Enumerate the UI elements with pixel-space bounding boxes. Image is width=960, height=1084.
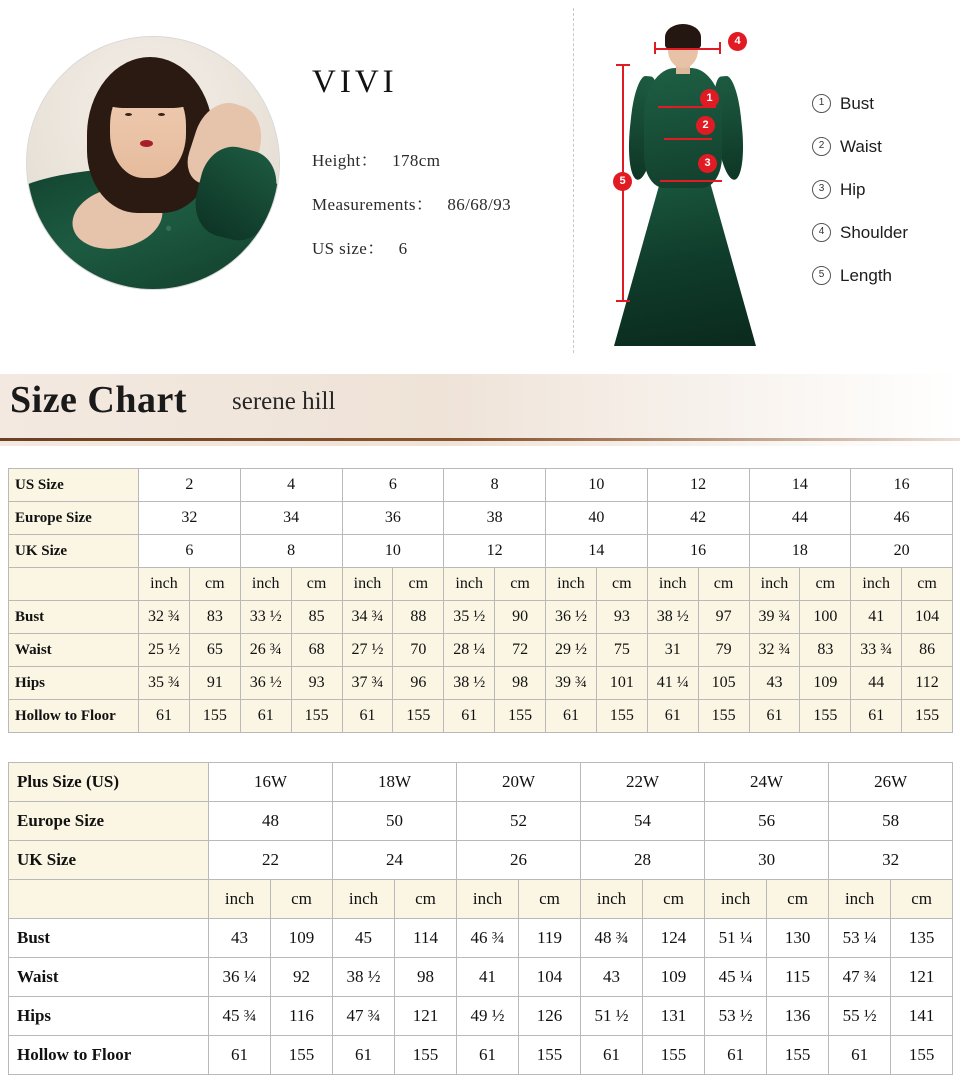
plus-unit-inch-4: inch bbox=[581, 880, 643, 919]
table-row-units bbox=[9, 880, 953, 919]
row-label-uk-size: UK Size bbox=[9, 535, 139, 568]
row-label-bust: Bust bbox=[9, 601, 139, 634]
unit-inch-4: inch bbox=[444, 568, 495, 601]
legend-number-1: 1 bbox=[812, 94, 831, 113]
standard-size-table bbox=[8, 468, 953, 733]
uk-size-6: 6 bbox=[139, 535, 241, 568]
plus-uk-32: 32 bbox=[829, 841, 953, 880]
plus-bust-2: 45 bbox=[333, 919, 395, 958]
plus-row-label-bust: Bust bbox=[9, 919, 209, 958]
plus-eu-58: 58 bbox=[829, 802, 953, 841]
standard-size-table-wrapper bbox=[8, 468, 952, 733]
plus-eu-52: 52 bbox=[457, 802, 581, 841]
table-row bbox=[9, 634, 953, 667]
waist-s-8: 29 ½ bbox=[546, 634, 597, 667]
plus-waist-5: 104 bbox=[519, 958, 581, 997]
hips-s-7: 98 bbox=[495, 667, 546, 700]
plus-bust-9: 130 bbox=[767, 919, 829, 958]
unit-cm-8: cm bbox=[902, 568, 953, 601]
legend-label-length: Length bbox=[840, 265, 892, 285]
plus-unit-inch-2: inch bbox=[333, 880, 395, 919]
hips-s-3: 93 bbox=[291, 667, 342, 700]
plus-waist-4: 41 bbox=[457, 958, 519, 997]
model-us-size bbox=[312, 234, 408, 259]
hips-s-10: 41 ¼ bbox=[647, 667, 698, 700]
plus-size-18w: 18W bbox=[333, 763, 457, 802]
us-size-4: 4 bbox=[240, 469, 342, 502]
model-height bbox=[312, 146, 440, 171]
bust-s-8: 36 ½ bbox=[546, 601, 597, 634]
htf-s-3: 155 bbox=[291, 700, 342, 733]
unit-cm-4: cm bbox=[495, 568, 546, 601]
plus-waist-1: 92 bbox=[271, 958, 333, 997]
table-row bbox=[9, 601, 953, 634]
plus-unit-row-spacer bbox=[9, 880, 209, 919]
plus-uk-28: 28 bbox=[581, 841, 705, 880]
eu-size-42: 42 bbox=[647, 502, 749, 535]
plus-htf-11: 155 bbox=[891, 1036, 953, 1075]
waist-s-6: 28 ¼ bbox=[444, 634, 495, 667]
plus-uk-24: 24 bbox=[333, 841, 457, 880]
bust-s-9: 93 bbox=[596, 601, 647, 634]
uk-size-14: 14 bbox=[546, 535, 648, 568]
bust-s-15: 104 bbox=[902, 601, 953, 634]
us-size-14: 14 bbox=[749, 469, 851, 502]
waist-s-7: 72 bbox=[495, 634, 546, 667]
plus-unit-cm-6: cm bbox=[891, 880, 953, 919]
plus-waist-11: 121 bbox=[891, 958, 953, 997]
model-us-size-value: 6 bbox=[398, 239, 408, 258]
model-measurements-value: 86/68/93 bbox=[447, 195, 511, 214]
model-measurements-label: Measurements： bbox=[312, 195, 434, 214]
legend-item-bust bbox=[812, 82, 908, 125]
diagram-badge-2: 2 bbox=[696, 116, 715, 135]
plus-row-label-hollow-to-floor: Hollow to Floor bbox=[9, 1036, 209, 1075]
plus-eu-48: 48 bbox=[209, 802, 333, 841]
waist-s-3: 68 bbox=[291, 634, 342, 667]
waist-s-2: 26 ¾ bbox=[240, 634, 291, 667]
legend-number-2: 2 bbox=[812, 137, 831, 156]
bust-s-11: 97 bbox=[698, 601, 749, 634]
plus-eu-54: 54 bbox=[581, 802, 705, 841]
row-label-plus-size: Plus Size (US) bbox=[9, 763, 209, 802]
plus-htf-7: 155 bbox=[643, 1036, 705, 1075]
table-row bbox=[9, 919, 953, 958]
diagram-badge-4: 4 bbox=[728, 32, 747, 51]
eu-size-32: 32 bbox=[139, 502, 241, 535]
model-portrait bbox=[26, 36, 280, 290]
plus-htf-9: 155 bbox=[767, 1036, 829, 1075]
table-row-units bbox=[9, 568, 953, 601]
bust-s-14: 41 bbox=[851, 601, 902, 634]
unit-cm-2: cm bbox=[291, 568, 342, 601]
plus-hips-11: 141 bbox=[891, 997, 953, 1036]
eu-size-36: 36 bbox=[342, 502, 444, 535]
uk-size-20: 20 bbox=[851, 535, 953, 568]
plus-hips-1: 116 bbox=[271, 997, 333, 1036]
eu-size-38: 38 bbox=[444, 502, 546, 535]
plus-htf-6: 61 bbox=[581, 1036, 643, 1075]
htf-s-11: 155 bbox=[698, 700, 749, 733]
uk-size-12: 12 bbox=[444, 535, 546, 568]
table-row bbox=[9, 802, 953, 841]
unit-cm-3: cm bbox=[393, 568, 444, 601]
eu-size-40: 40 bbox=[546, 502, 648, 535]
measurement-legend bbox=[812, 82, 908, 297]
legend-item-length bbox=[812, 254, 908, 297]
measurement-diagram bbox=[592, 4, 812, 350]
model-info-section bbox=[0, 0, 960, 372]
hips-s-1: 91 bbox=[189, 667, 240, 700]
plus-hips-6: 51 ½ bbox=[581, 997, 643, 1036]
model-photo bbox=[27, 37, 279, 289]
plus-uk-26: 26 bbox=[457, 841, 581, 880]
uk-size-8: 8 bbox=[240, 535, 342, 568]
diagram-badge-1: 1 bbox=[700, 89, 719, 108]
plus-unit-inch-6: inch bbox=[829, 880, 891, 919]
bust-s-13: 100 bbox=[800, 601, 851, 634]
dress-illustration bbox=[610, 24, 760, 344]
us-size-6: 6 bbox=[342, 469, 444, 502]
plus-htf-5: 155 bbox=[519, 1036, 581, 1075]
plus-size-table bbox=[8, 762, 953, 1075]
waist-s-14: 33 ¾ bbox=[851, 634, 902, 667]
table-row bbox=[9, 997, 953, 1036]
table-row bbox=[9, 841, 953, 880]
htf-s-12: 61 bbox=[749, 700, 800, 733]
us-size-16: 16 bbox=[851, 469, 953, 502]
plus-bust-6: 48 ¾ bbox=[581, 919, 643, 958]
plus-unit-cm-4: cm bbox=[643, 880, 705, 919]
size-chart-heading bbox=[0, 374, 960, 446]
waist-measure-line bbox=[664, 138, 712, 140]
plus-bust-4: 46 ¾ bbox=[457, 919, 519, 958]
waist-s-10: 31 bbox=[647, 634, 698, 667]
model-us-size-label: US size： bbox=[312, 239, 385, 258]
row-label-hips: Hips bbox=[9, 667, 139, 700]
uk-size-16: 16 bbox=[647, 535, 749, 568]
hips-s-6: 38 ½ bbox=[444, 667, 495, 700]
uk-size-18: 18 bbox=[749, 535, 851, 568]
htf-s-0: 61 bbox=[139, 700, 190, 733]
bust-s-5: 88 bbox=[393, 601, 444, 634]
unit-inch-7: inch bbox=[749, 568, 800, 601]
plus-hips-4: 49 ½ bbox=[457, 997, 519, 1036]
htf-s-5: 155 bbox=[393, 700, 444, 733]
table-row bbox=[9, 958, 953, 997]
us-size-12: 12 bbox=[647, 469, 749, 502]
plus-bust-11: 135 bbox=[891, 919, 953, 958]
plus-size-24w: 24W bbox=[705, 763, 829, 802]
waist-s-15: 86 bbox=[902, 634, 953, 667]
plus-size-26w: 26W bbox=[829, 763, 953, 802]
plus-hips-3: 121 bbox=[395, 997, 457, 1036]
legend-number-3: 3 bbox=[812, 180, 831, 199]
row-label-us-size: US Size bbox=[9, 469, 139, 502]
plus-bust-0: 43 bbox=[209, 919, 271, 958]
unit-inch-2: inch bbox=[240, 568, 291, 601]
length-tick-top bbox=[616, 64, 630, 66]
bust-s-1: 83 bbox=[189, 601, 240, 634]
plus-unit-inch-5: inch bbox=[705, 880, 767, 919]
row-label-hollow-to-floor: Hollow to Floor bbox=[9, 700, 139, 733]
length-tick-bottom bbox=[616, 300, 630, 302]
legend-item-waist bbox=[812, 125, 908, 168]
unit-row-spacer bbox=[9, 568, 139, 601]
plus-size-22w: 22W bbox=[581, 763, 705, 802]
plus-htf-0: 61 bbox=[209, 1036, 271, 1075]
us-size-8: 8 bbox=[444, 469, 546, 502]
uk-size-10: 10 bbox=[342, 535, 444, 568]
plus-htf-2: 61 bbox=[333, 1036, 395, 1075]
bust-s-7: 90 bbox=[495, 601, 546, 634]
plus-hips-9: 136 bbox=[767, 997, 829, 1036]
hips-s-0: 35 ¾ bbox=[139, 667, 190, 700]
plus-unit-cm-3: cm bbox=[519, 880, 581, 919]
waist-s-11: 79 bbox=[698, 634, 749, 667]
model-height-label: Height： bbox=[312, 151, 379, 170]
hip-measure-line bbox=[660, 180, 722, 182]
plus-bust-5: 119 bbox=[519, 919, 581, 958]
bust-s-0: 32 ¾ bbox=[139, 601, 190, 634]
legend-label-hip: Hip bbox=[840, 179, 866, 199]
plus-size-20w: 20W bbox=[457, 763, 581, 802]
us-size-10: 10 bbox=[546, 469, 648, 502]
plus-unit-cm-2: cm bbox=[395, 880, 457, 919]
plus-hips-7: 131 bbox=[643, 997, 705, 1036]
legend-number-5: 5 bbox=[812, 266, 831, 285]
hips-s-4: 37 ¾ bbox=[342, 667, 393, 700]
hips-s-13: 109 bbox=[800, 667, 851, 700]
htf-s-13: 155 bbox=[800, 700, 851, 733]
htf-s-8: 61 bbox=[546, 700, 597, 733]
plus-htf-8: 61 bbox=[705, 1036, 767, 1075]
table-row bbox=[9, 763, 953, 802]
unit-cm-1: cm bbox=[189, 568, 240, 601]
plus-htf-10: 61 bbox=[829, 1036, 891, 1075]
htf-s-15: 155 bbox=[902, 700, 953, 733]
plus-unit-cm-1: cm bbox=[271, 880, 333, 919]
plus-hips-5: 126 bbox=[519, 997, 581, 1036]
diagram-badge-3: 3 bbox=[698, 154, 717, 173]
hips-s-5: 96 bbox=[393, 667, 444, 700]
legend-number-4: 4 bbox=[812, 223, 831, 242]
legend-label-bust: Bust bbox=[840, 93, 875, 113]
plus-hips-0: 45 ¾ bbox=[209, 997, 271, 1036]
hips-s-9: 101 bbox=[596, 667, 647, 700]
hips-s-15: 112 bbox=[902, 667, 953, 700]
bust-s-4: 34 ¾ bbox=[342, 601, 393, 634]
plus-waist-10: 47 ¾ bbox=[829, 958, 891, 997]
bust-s-12: 39 ¾ bbox=[749, 601, 800, 634]
plus-eu-50: 50 bbox=[333, 802, 457, 841]
legend-item-shoulder bbox=[812, 211, 908, 254]
row-label-waist: Waist bbox=[9, 634, 139, 667]
plus-htf-4: 61 bbox=[457, 1036, 519, 1075]
hips-s-8: 39 ¾ bbox=[546, 667, 597, 700]
table-row bbox=[9, 502, 953, 535]
waist-s-9: 75 bbox=[596, 634, 647, 667]
plus-htf-3: 155 bbox=[395, 1036, 457, 1075]
plus-bust-3: 114 bbox=[395, 919, 457, 958]
plus-row-label-hips: Hips bbox=[9, 997, 209, 1036]
legend-label-shoulder: Shoulder bbox=[840, 222, 909, 242]
plus-hips-10: 55 ½ bbox=[829, 997, 891, 1036]
row-label-plus-uk-size: UK Size bbox=[9, 841, 209, 880]
plus-unit-inch-3: inch bbox=[457, 880, 519, 919]
unit-cm-6: cm bbox=[698, 568, 749, 601]
unit-cm-5: cm bbox=[596, 568, 647, 601]
model-measurements bbox=[312, 190, 511, 215]
table-row bbox=[9, 469, 953, 502]
htf-s-4: 61 bbox=[342, 700, 393, 733]
waist-s-4: 27 ½ bbox=[342, 634, 393, 667]
table-row bbox=[9, 1036, 953, 1075]
unit-inch-6: inch bbox=[647, 568, 698, 601]
waist-s-1: 65 bbox=[189, 634, 240, 667]
plus-waist-2: 38 ½ bbox=[333, 958, 395, 997]
waist-s-0: 25 ½ bbox=[139, 634, 190, 667]
plus-uk-30: 30 bbox=[705, 841, 829, 880]
hips-s-11: 105 bbox=[698, 667, 749, 700]
htf-s-9: 155 bbox=[596, 700, 647, 733]
heading-rule bbox=[0, 438, 960, 441]
eu-size-34: 34 bbox=[240, 502, 342, 535]
htf-s-10: 61 bbox=[647, 700, 698, 733]
htf-s-7: 155 bbox=[495, 700, 546, 733]
plus-waist-0: 36 ¼ bbox=[209, 958, 271, 997]
plus-bust-1: 109 bbox=[271, 919, 333, 958]
htf-s-2: 61 bbox=[240, 700, 291, 733]
bust-s-10: 38 ½ bbox=[647, 601, 698, 634]
plus-waist-7: 109 bbox=[643, 958, 705, 997]
eu-size-44: 44 bbox=[749, 502, 851, 535]
plus-htf-1: 155 bbox=[271, 1036, 333, 1075]
bust-s-2: 33 ½ bbox=[240, 601, 291, 634]
brand-name: VIVI bbox=[312, 64, 398, 100]
row-label-plus-europe-size: Europe Size bbox=[9, 802, 209, 841]
plus-size-16w: 16W bbox=[209, 763, 333, 802]
unit-inch-1: inch bbox=[139, 568, 190, 601]
plus-hips-2: 47 ¾ bbox=[333, 997, 395, 1036]
hips-s-14: 44 bbox=[851, 667, 902, 700]
plus-waist-8: 45 ¼ bbox=[705, 958, 767, 997]
waist-s-5: 70 bbox=[393, 634, 444, 667]
page-title: Size Chart bbox=[10, 379, 188, 421]
plus-eu-56: 56 bbox=[705, 802, 829, 841]
shoulder-measure-line bbox=[654, 48, 720, 50]
legend-label-waist: Waist bbox=[840, 136, 882, 156]
htf-s-1: 155 bbox=[189, 700, 240, 733]
bust-s-3: 85 bbox=[291, 601, 342, 634]
us-size-2: 2 bbox=[139, 469, 241, 502]
table-row bbox=[9, 535, 953, 568]
bust-s-6: 35 ½ bbox=[444, 601, 495, 634]
htf-s-6: 61 bbox=[444, 700, 495, 733]
shoulder-tick-right bbox=[719, 42, 721, 54]
eu-size-46: 46 bbox=[851, 502, 953, 535]
plus-unit-inch-1: inch bbox=[209, 880, 271, 919]
diagram-badge-5: 5 bbox=[613, 172, 632, 191]
plus-bust-10: 53 ¼ bbox=[829, 919, 891, 958]
plus-bust-7: 124 bbox=[643, 919, 705, 958]
plus-waist-9: 115 bbox=[767, 958, 829, 997]
table-row bbox=[9, 667, 953, 700]
plus-unit-cm-5: cm bbox=[767, 880, 829, 919]
unit-inch-3: inch bbox=[342, 568, 393, 601]
unit-inch-5: inch bbox=[546, 568, 597, 601]
shoulder-tick-left bbox=[654, 42, 656, 54]
unit-inch-8: inch bbox=[851, 568, 902, 601]
vertical-divider bbox=[573, 8, 574, 353]
page-subtitle: serene hill bbox=[232, 388, 336, 415]
row-label-europe-size: Europe Size bbox=[9, 502, 139, 535]
waist-s-12: 32 ¾ bbox=[749, 634, 800, 667]
plus-uk-22: 22 bbox=[209, 841, 333, 880]
htf-s-14: 61 bbox=[851, 700, 902, 733]
model-height-value: 178cm bbox=[392, 151, 441, 170]
unit-cm-7: cm bbox=[800, 568, 851, 601]
hips-s-12: 43 bbox=[749, 667, 800, 700]
legend-item-hip bbox=[812, 168, 908, 211]
plus-size-table-wrapper bbox=[8, 762, 952, 1075]
plus-waist-6: 43 bbox=[581, 958, 643, 997]
plus-waist-3: 98 bbox=[395, 958, 457, 997]
hips-s-2: 36 ½ bbox=[240, 667, 291, 700]
plus-hips-8: 53 ½ bbox=[705, 997, 767, 1036]
waist-s-13: 83 bbox=[800, 634, 851, 667]
plus-row-label-waist: Waist bbox=[9, 958, 209, 997]
plus-bust-8: 51 ¼ bbox=[705, 919, 767, 958]
table-row bbox=[9, 700, 953, 733]
